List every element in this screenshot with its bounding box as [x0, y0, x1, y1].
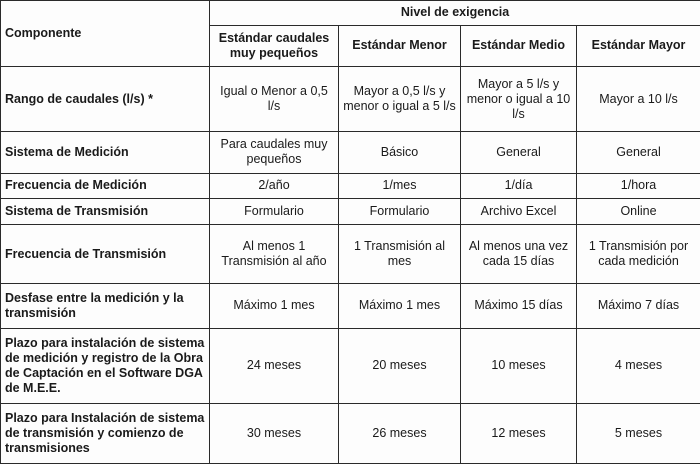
table-cell: 1 Transmisión al mes — [339, 225, 461, 284]
row-label: Frecuencia de Medición — [1, 173, 210, 199]
table-cell: 4 meses — [577, 328, 700, 403]
table-cell: Mayor a 10 l/s — [577, 67, 700, 132]
table-cell: 1/mes — [339, 173, 461, 199]
table-cell: Online — [577, 199, 700, 225]
table-row — [1, 404, 700, 464]
table-cell: 5 meses — [577, 404, 700, 464]
table-cell: 26 meses — [339, 404, 461, 464]
table-cell: Al menos 1 Transmisión al año — [210, 225, 339, 284]
row-label: Frecuencia de Transmisión — [1, 225, 210, 284]
table-row — [1, 328, 700, 403]
table-cell: 20 meses — [339, 328, 461, 403]
row-label: Plazo para instalación de sistema de medición y registro de la Obra de Captación en el Software DGA de M.E.E. — [1, 328, 210, 403]
table-cell: 24 meses — [210, 328, 339, 403]
table-cell: 1/hora — [577, 173, 700, 199]
table-cell: General — [461, 132, 577, 173]
table-row — [1, 67, 700, 132]
table-row — [1, 173, 700, 199]
table-cell: 12 meses — [461, 404, 577, 464]
row-label: Sistema de Medición — [1, 132, 210, 173]
table-cell: Máximo 1 mes — [210, 284, 339, 328]
table-cell: Máximo 15 días — [461, 284, 577, 328]
table-cell: 1/día — [461, 173, 577, 199]
table-row — [1, 284, 700, 328]
row-label: Plazo para Instalación de sistema de transmisión y comienzo de transmisiones — [1, 404, 210, 464]
table-cell: Máximo 7 días — [577, 284, 700, 328]
column-header: Estándar Mayor — [577, 25, 700, 66]
column-header: Estándar Medio — [461, 25, 577, 66]
table-cell: Formulario — [339, 199, 461, 225]
table-row — [1, 132, 700, 173]
component-header: Componente — [1, 1, 210, 67]
row-label: Rango de caudales (l/s) * — [1, 67, 210, 132]
table-cell: Básico — [339, 132, 461, 173]
column-header: Estándar caudales muy pequeños — [210, 25, 339, 66]
table-row — [1, 199, 700, 225]
table-cell: Formulario — [210, 199, 339, 225]
table-cell: Máximo 1 mes — [339, 284, 461, 328]
table-cell: Mayor a 5 l/s y menor o igual a 10 l/s — [461, 67, 577, 132]
row-label: Sistema de Transmisión — [1, 199, 210, 225]
table-cell: Para caudales muy pequeños — [210, 132, 339, 173]
table-cell: 30 meses — [210, 404, 339, 464]
table-cell: 10 meses — [461, 328, 577, 403]
table-cell: Al menos una vez cada 15 días — [461, 225, 577, 284]
table-row — [1, 225, 700, 284]
table-cell: Archivo Excel — [461, 199, 577, 225]
table-cell: 1 Transmisión por cada medición — [577, 225, 700, 284]
row-label: Desfase entre la medición y la transmisión — [1, 284, 210, 328]
group-header: Nivel de exigencia — [210, 1, 700, 26]
table-cell: Igual o Menor a 0,5 l/s — [210, 67, 339, 132]
table-cell: General — [577, 132, 700, 173]
table-cell: Mayor a 0,5 l/s y menor o igual a 5 l/s — [339, 67, 461, 132]
column-header: Estándar Menor — [339, 25, 461, 66]
header-row-group — [1, 1, 700, 26]
table-cell: 2/año — [210, 173, 339, 199]
